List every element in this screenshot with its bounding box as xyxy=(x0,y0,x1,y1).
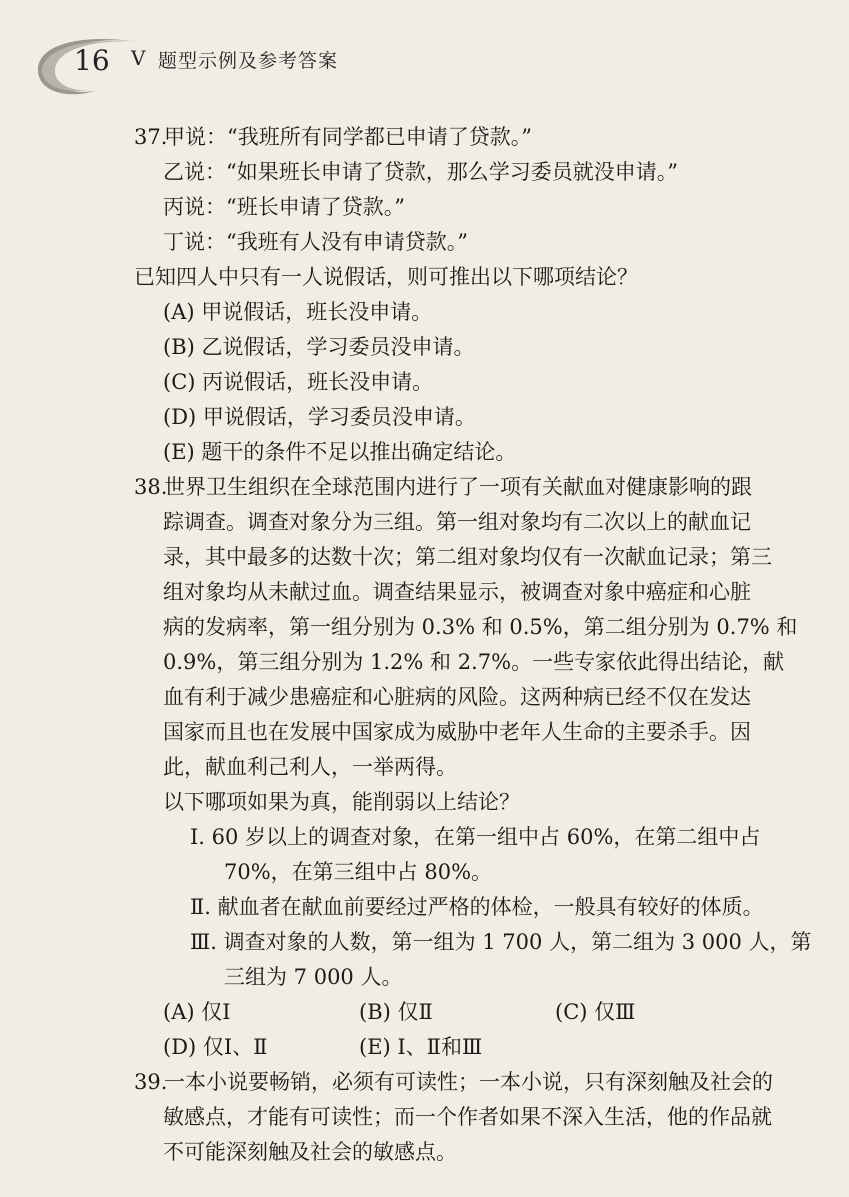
q37-line-4: 丁说：“我班有人没有申请贷款。” xyxy=(163,230,468,254)
q38-statement-1-cont: 70%，在第三组中占 80%。 xyxy=(224,860,493,884)
q39-line: 不可能深刻触及社会的敏感点。 xyxy=(163,1140,457,1164)
q38-options-row-1 xyxy=(134,995,794,1030)
q37-option-a: (A) 甲说假话，班长没申请。 xyxy=(163,300,433,324)
q38-statement-1: Ⅰ. 60 岁以上的调查对象，在第一组中占 60%，在第二组中占 xyxy=(190,825,761,849)
page-number: 16 xyxy=(74,44,110,77)
q37-option-b: (B) 乙说假话，学习委员没申请。 xyxy=(163,335,475,359)
q38-option-b: (B) 仅Ⅱ xyxy=(359,1000,433,1024)
q38-option-d: (D) 仅Ⅰ、Ⅱ xyxy=(163,1035,268,1059)
q37-stem: 已知四人中只有一人说假话，则可推出以下哪项结论？ xyxy=(134,265,638,289)
q38-line: 病的发病率，第一组分别为 0.3% 和 0.5%，第二组分别为 0.7% 和 xyxy=(163,615,798,639)
q38-stem: 以下哪项如果为真，能削弱以上结论？ xyxy=(163,790,520,814)
q38-option-e: (E) Ⅰ、Ⅱ和Ⅲ xyxy=(359,1035,483,1059)
page-header xyxy=(28,30,528,100)
q38-statement-2: Ⅱ. 献血者在献血前要经过严格的体检，一般具有较好的体质。 xyxy=(190,895,764,919)
q38-statement-3: Ⅲ. 调查对象的人数，第一组为 1 700 人，第二组为 3 000 人，第 xyxy=(190,930,812,954)
q38-line: 血有利于减少患癌症和心脏病的风险。这两种病已经不仅在发达 xyxy=(163,685,751,709)
q39-line: 敏感点，才能有可读性；而一个作者如果不深入生活，他的作品就 xyxy=(163,1105,772,1129)
q38-options-row-2 xyxy=(134,1030,794,1065)
q38-option-a: (A) 仅Ⅰ xyxy=(163,1000,231,1024)
q38-line: 录，其中最多的达数十次；第二组对象均仅有一次献血记录；第三 xyxy=(163,545,772,569)
question-number: 39. xyxy=(134,1070,168,1094)
q37-option-e: (E) 题干的条件不足以推出确定结论。 xyxy=(163,440,517,464)
q38-option-c: (C) 仅Ⅲ xyxy=(555,1000,636,1024)
q38-line: 国家而且也在发展中国家成为威胁中老年人生命的主要杀手。因 xyxy=(163,720,751,744)
q37-line-3: 丙说：“班长申请了贷款。” xyxy=(163,195,405,219)
page-content xyxy=(134,120,812,1170)
q38-line: 0.9%，第三组分别为 1.2% 和 2.7%。一些专家依此得出结论，献 xyxy=(163,650,785,674)
q38-line-1: 38.世界卫生组织在全球范围内进行了一项有关献血对健康影响的跟 xyxy=(134,470,794,505)
q37-line-1: 37.甲说：“我班所有同学都已申请了贷款。” xyxy=(134,120,794,155)
q38-line: 组对象均从未献过血。调查结果显示，被调查对象中癌症和心脏 xyxy=(163,580,751,604)
q37-option-d: (D) 甲说假话，学习委员没申请。 xyxy=(163,405,476,429)
question-number: 37. xyxy=(134,125,168,149)
section-title: 题型示例及参考答案 xyxy=(158,50,339,72)
section-numeral: Ⅴ xyxy=(131,46,146,70)
q39-line-1: 39.一本小说要畅销，必须有可读性；一本小说，只有深刻触及社会的 xyxy=(134,1065,794,1100)
q38-line: 踪调查。调查对象分为三组。第一组对象均有二次以上的献血记 xyxy=(163,510,751,534)
q38-statement-3-cont: 三组为 7 000 人。 xyxy=(224,965,403,989)
q38-line: 此，献血利己利人，一举两得。 xyxy=(163,755,457,779)
q37-option-c: (C) 丙说假话，班长没申请。 xyxy=(163,370,434,394)
q37-line-2: 乙说：“如果班长申请了贷款，那么学习委员就没申请。” xyxy=(163,160,678,184)
question-number: 38. xyxy=(134,475,168,499)
